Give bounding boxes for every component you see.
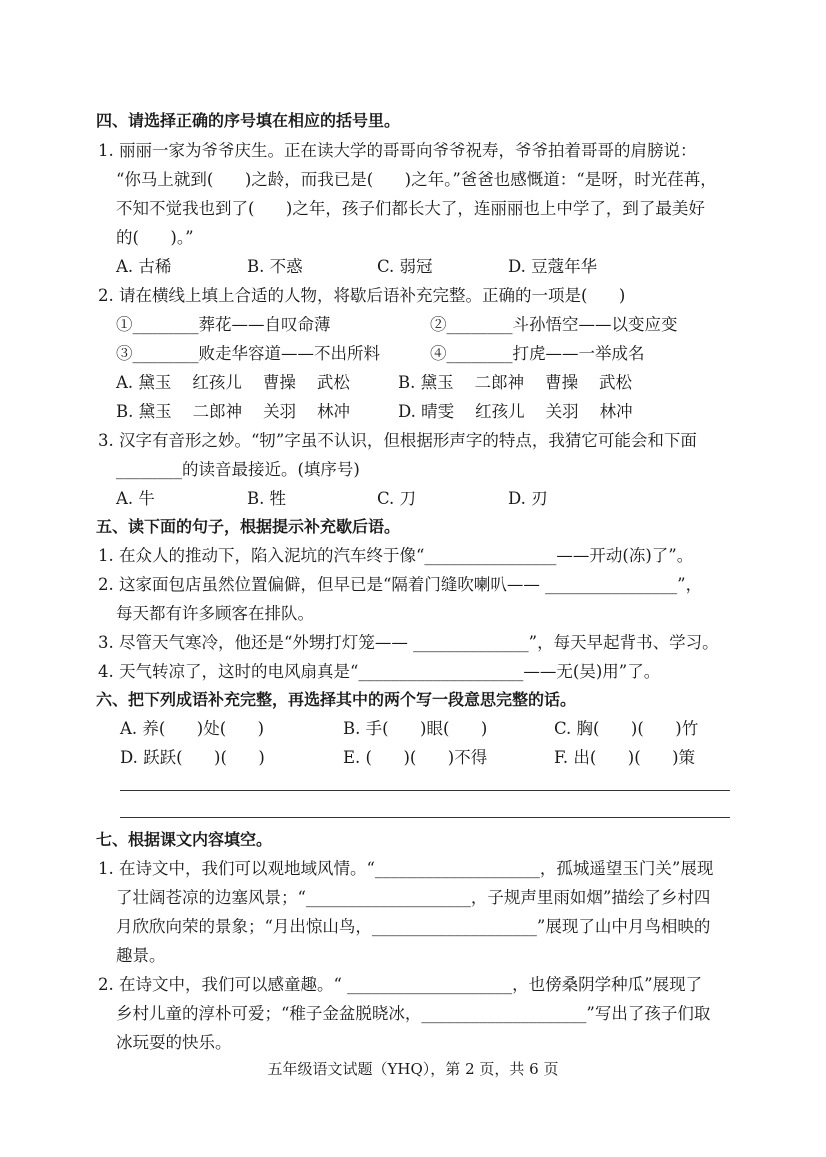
q4-3-option-b: B. 牲 [247,489,287,508]
q4-1-option-a: A. 古稀 [116,257,172,276]
idiom-d: D. 跃跃( )( ) [120,748,265,767]
q4-2-item-4: ④________打虎——一举成名 [430,344,645,363]
idiom-f: F. 出( )( )策 [554,748,696,767]
q4-3-line-2: ________的读音最接近。(填序号) [116,460,360,479]
q4-1-line-1: 1. 丽丽一家为爷爷庆生。正在读大学的哥哥向爷爷祝寿，爷爷拍着哥哥的肩膀说： [98,141,697,160]
q5-line-5: 4. 天气转凉了，这时的电风扇真是“____________________——无(吴)用”了。 [98,662,661,681]
q4-2-item-1: ①________葬花——自叹命薄 [116,315,331,334]
q7-2-line-1: 2. 在诗文中，我们可以感童趣。“ ____________________，也傍桑阴学种瓜”展现了 [98,975,703,994]
q4-3-line-1: 3. 汉字有音形之妙。“牣”字虽不认识，但根据形声字的特点，我猜它可能会和下面 [98,431,697,450]
q4-2-item-3: ③________败走华容道——不出所料 [116,344,380,363]
q4-3-option-a: A. 牛 [116,489,155,508]
q5-line-1: 1. 在众人的推动下，陷入泥坑的汽车终于像“________________——开动(冻)了”。 [98,546,694,565]
q7-1-line-2: 了壮阔苍凉的边塞风景；“____________________，子规声里雨如烟”描绘了乡村四 [116,888,711,907]
q5-line-4: 3. 尽管天气寒冷，他还是“外甥打灯笼—— ______________”，每天早起背书、学习。 [98,633,719,652]
writing-line-1[interactable] [120,790,730,791]
q4-1-option-b: B. 不惑 [247,257,303,276]
idiom-e: E. ( )( )不得 [343,748,488,767]
q4-3-option-d: D. 刃 [508,489,548,508]
section-6-title: 六、把下列成语补充完整，再选择其中的两个写一段意思完整的话。 [96,690,577,709]
q5-line-3: 每天都有许多顾客在排队。 [116,604,314,623]
q7-1-line-3: 月欣欣向荣的景象；“月出惊山鸟，____________________”展现了山中月鸟相映的 [116,917,711,936]
q4-2-option-c: B. 黛玉 二郎神 关羽 林冲 [116,402,351,421]
q5-line-2: 2. 这家面包店虽然位置偏僻，但早已是“隔着门缝吹喇叭—— ________________”， [98,575,703,594]
idiom-a: A. 养( )处( ) [120,719,265,738]
q4-2-option-b: B. 黛玉 二郎神 曹操 武松 [398,373,633,392]
idiom-c: C. 胸( )( )竹 [554,719,699,738]
section-5-title: 五、读下面的句子，根据提示补充歇后语。 [96,517,401,536]
q4-1-option-c: C. 弱冠 [377,257,433,276]
q4-1-line-3: 不知不觉我也到了( )之年，孩子们都长大了，连丽丽也上中学了，到了最美好 [116,199,705,218]
idiom-b: B. 手( )眼( ) [343,719,488,738]
q4-2-item-2: ②________斗孙悟空——以变应变 [430,315,678,334]
q4-2-line-1: 2. 请在横线上填上合适的人物，将歇后语补充完整。正确的一项是( ) [98,286,626,305]
q7-1-line-1: 1. 在诗文中，我们可以观地域风情。“____________________，孤城遥望玉门关”展现 [98,859,714,878]
writing-line-2[interactable] [120,817,730,818]
q4-2-option-d: D. 晴雯 红孩儿 关羽 林冲 [398,402,633,421]
q4-3-option-c: C. 刀 [377,489,417,508]
q7-2-line-3: 冰玩耍的快乐。 [116,1033,232,1052]
q4-1-line-4: 的( )。” [116,228,194,247]
section-7-title: 七、根据课文内容填空。 [96,830,273,849]
page-footer: 五年级语文试题（YHQ），第 2 页，共 6 页 [267,1060,559,1078]
q7-2-line-2: 乡村儿童的淳朴可爱；“稚子金盆脱晓冰，____________________”写出了孩子们取 [116,1004,711,1023]
section-4-title: 四、请选择正确的序号填在相应的括号里。 [96,111,401,130]
q4-1-line-2: “你马上就到( )之龄，而我已是( )之年。”爸爸也感慨道：“是呀，时光荏苒， [116,170,717,189]
q4-1-option-d: D. 豆蔻年华 [508,257,598,276]
q4-2-option-a: A. 黛玉 红孩儿 曹操 武松 [116,373,350,392]
q7-1-line-4: 趣景。 [116,946,166,965]
